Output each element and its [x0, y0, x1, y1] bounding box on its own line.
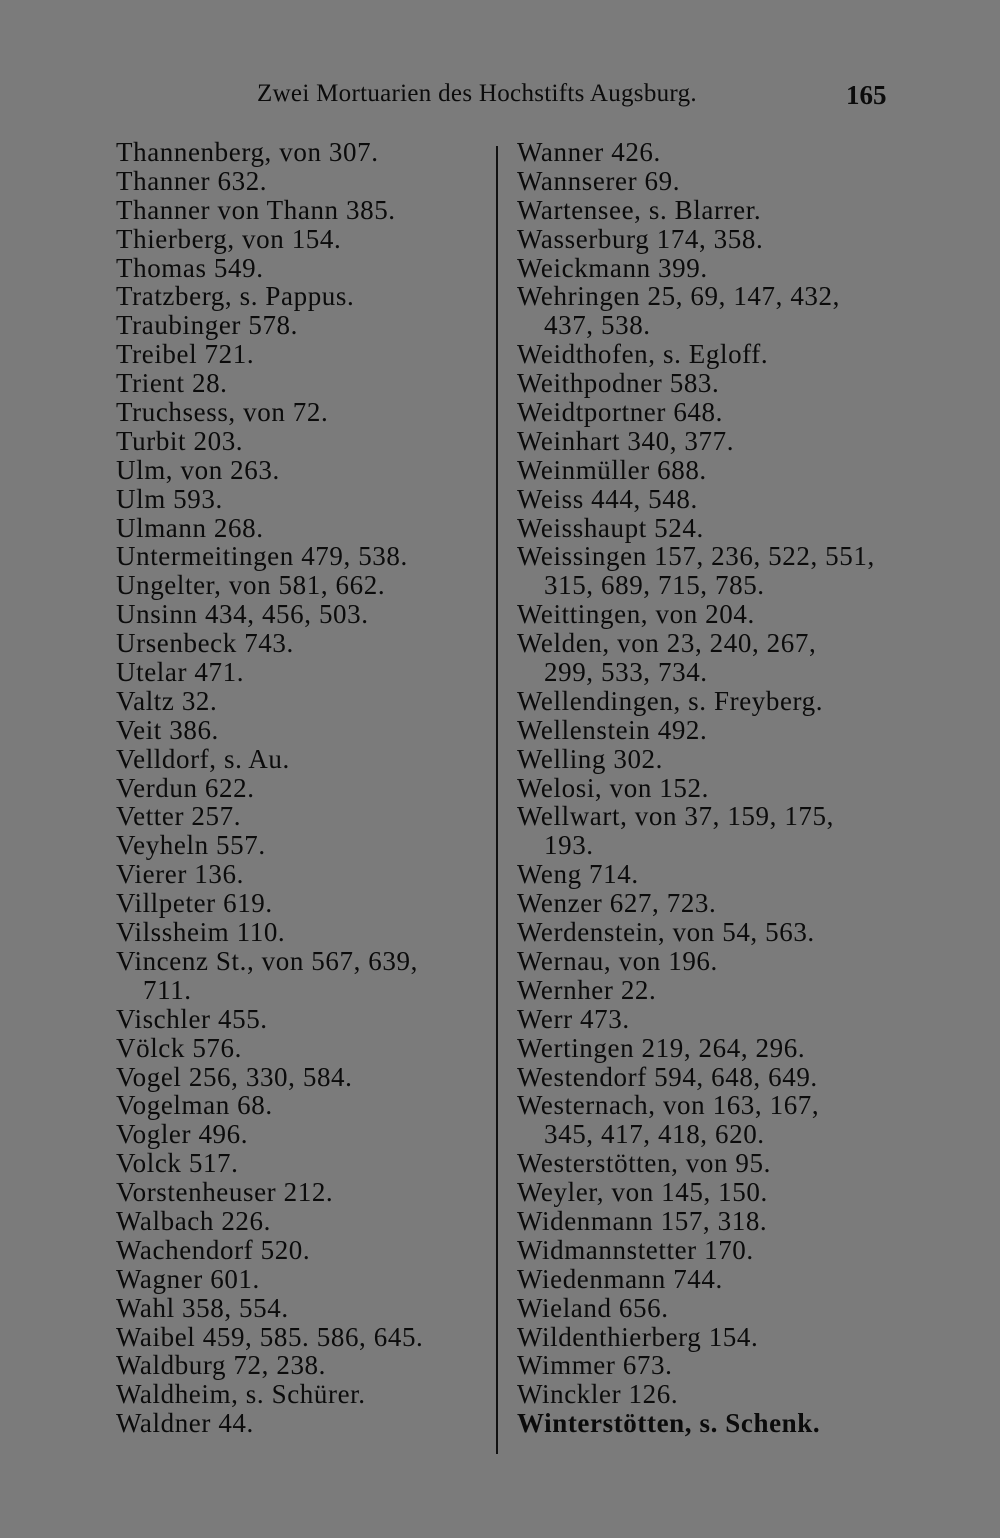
index-entry: Vogel 256, 330, 584. [116, 1061, 353, 1092]
index-entry: Wernau, von 196. [517, 945, 718, 976]
index-entry: Utelar 471. [116, 657, 245, 688]
index-entry: Thanner von Thann 385. [116, 194, 396, 225]
index-entry: Veyheln 557. [116, 830, 266, 861]
index-entry: Wannserer 69. [517, 165, 681, 196]
index-entry: Vetter 257. [116, 801, 242, 832]
index-entry: Weisshaupt 524. [517, 512, 704, 543]
index-entry: Wellenstein 492. [517, 714, 708, 745]
running-header-title: Zwei Mortuarien des Hochstifts Augsburg. [257, 80, 697, 107]
index-entry: Verdun 622. [116, 772, 255, 803]
index-entry: Wartensee, s. Blarrer. [517, 194, 762, 225]
index-entry: Waldburg 72, 238. [116, 1350, 327, 1381]
index-entry-continuation: 437, 538. [544, 310, 651, 341]
index-entry: Weiss 444, 548. [517, 483, 698, 514]
index-entry: Vischler 455. [116, 1003, 268, 1034]
index-entry: Vincenz St., von 567, 639, [116, 945, 418, 976]
index-entry: Villpeter 619. [116, 888, 273, 919]
index-entry: Waibel 459, 585. 586, 645. [116, 1321, 424, 1352]
index-entry: Thierberg, von 154. [116, 223, 342, 254]
index-entry: Wildenthierberg 154. [517, 1321, 759, 1352]
index-entry: Wahl 358, 554. [116, 1292, 289, 1323]
index-entry: Traubinger 578. [116, 310, 298, 341]
index-entry: Ulm 593. [116, 483, 223, 514]
index-entry: Trient 28. [116, 368, 228, 399]
index-entry: Vogelman 68. [116, 1090, 273, 1121]
index-entry: Weinmüller 688. [517, 454, 707, 485]
index-entry: Treibel 721. [116, 339, 255, 370]
index-entry: Wenzer 627, 723. [517, 888, 717, 919]
index-entry: Wachendorf 520. [116, 1234, 311, 1265]
index-entry: Valtz 32. [116, 685, 218, 716]
index-entry: Truchsess, von 72. [116, 397, 329, 428]
index-entry: Welosi, von 152. [517, 772, 709, 803]
index-entry: Wasserburg 174, 358. [517, 223, 764, 254]
index-entry: Wieland 656. [517, 1292, 669, 1323]
index-column-left [116, 138, 486, 1438]
index-entry: Vogler 496. [116, 1119, 249, 1150]
index-entry: Weidthofen, s. Egloff. [517, 339, 769, 370]
index-entry-continuation: 315, 689, 715, 785. [544, 570, 765, 601]
index-entry: Ulmann 268. [116, 512, 264, 543]
index-entry: Ungelter, von 581, 662. [116, 570, 386, 601]
index-entry: Ursenbeck 743. [116, 628, 294, 659]
index-entry: Werr 473. [517, 1003, 630, 1034]
index-entry: Welling 302. [517, 743, 664, 774]
index-entry: Wellwart, von 37, 159, 175, [517, 801, 834, 832]
page-number: 165 [846, 80, 887, 110]
index-entry: Untermeitingen 479, 538. [116, 541, 408, 572]
index-entry: Veit 386. [116, 714, 219, 745]
index-entry: Werdenstein, von 54, 563. [517, 917, 815, 948]
index-entry: Wimmer 673. [517, 1350, 673, 1381]
index-entry-continuation: 345, 417, 418, 620. [544, 1119, 765, 1150]
index-entry: Weidtportner 648. [517, 397, 723, 428]
index-entry: Waldner 44. [116, 1408, 254, 1439]
index-entry: Thanner 632. [116, 165, 268, 196]
index-entry-continuation: 193. [544, 830, 594, 861]
index-entry: Westernach, von 163, 167, [517, 1090, 820, 1121]
index-entry: Weyler, von 145, 150. [517, 1177, 768, 1208]
index-entry: Wellendingen, s. Freyberg. [517, 685, 824, 716]
index-entry: Waldheim, s. Schürer. [116, 1379, 366, 1410]
index-entry: Vilssheim 110. [116, 917, 286, 948]
index-entry: Weinhart 340, 377. [517, 425, 735, 456]
index-entry-continuation: 711. [143, 974, 192, 1005]
index-entry: Widenmann 157, 318. [517, 1205, 768, 1236]
column-divider [496, 146, 498, 1454]
index-entry: Wanner 426. [517, 137, 661, 167]
index-entry: Wagner 601. [116, 1263, 260, 1294]
index-entry: Ulm, von 263. [116, 454, 280, 485]
index-entry: Westendorf 594, 648, 649. [517, 1061, 818, 1092]
index-entry: Wehringen 25, 69, 147, 432, [517, 281, 840, 312]
index-entry: Velldorf, s. Au. [116, 743, 290, 774]
index-entry: Turbit 203. [116, 425, 244, 456]
index-entry: Wertingen 219, 264, 296. [517, 1032, 806, 1063]
index-entry: Weittingen, von 204. [517, 599, 755, 630]
index-entry: Wernher 22. [517, 974, 657, 1005]
index-entry: Westerstötten, von 95. [517, 1148, 771, 1179]
index-entry: Walbach 226. [116, 1205, 271, 1236]
index-entry: Widmannstetter 170. [517, 1234, 754, 1265]
index-entry: Vorstenheuser 212. [116, 1177, 334, 1208]
index-entry: Thomas 549. [116, 252, 264, 283]
index-entry: Winckler 126. [517, 1379, 679, 1410]
index-column-right [517, 138, 897, 1438]
index-entry: Volck 517. [116, 1148, 239, 1179]
index-entry: Thannenberg, von 307. [116, 137, 379, 167]
index-entry: Welden, von 23, 240, 267, [517, 628, 817, 659]
index-entry: Weithpodner 583. [517, 368, 720, 399]
index-entry: Unsinn 434, 456, 503. [116, 599, 369, 630]
index-entry: Tratzberg, s. Pappus. [116, 281, 355, 312]
index-entry: Völck 576. [116, 1032, 242, 1063]
index-entry: Weng 714. [517, 859, 639, 890]
index-entry: Weickmann 399. [517, 252, 708, 283]
index-entry: Wiedenmann 744. [517, 1263, 723, 1294]
index-entry: Winterstötten, s. Schenk. [517, 1408, 821, 1439]
index-entry: Vierer 136. [116, 859, 244, 890]
index-entry-continuation: 299, 533, 734. [544, 657, 708, 688]
index-entry: Weissingen 157, 236, 522, 551, [517, 541, 875, 572]
